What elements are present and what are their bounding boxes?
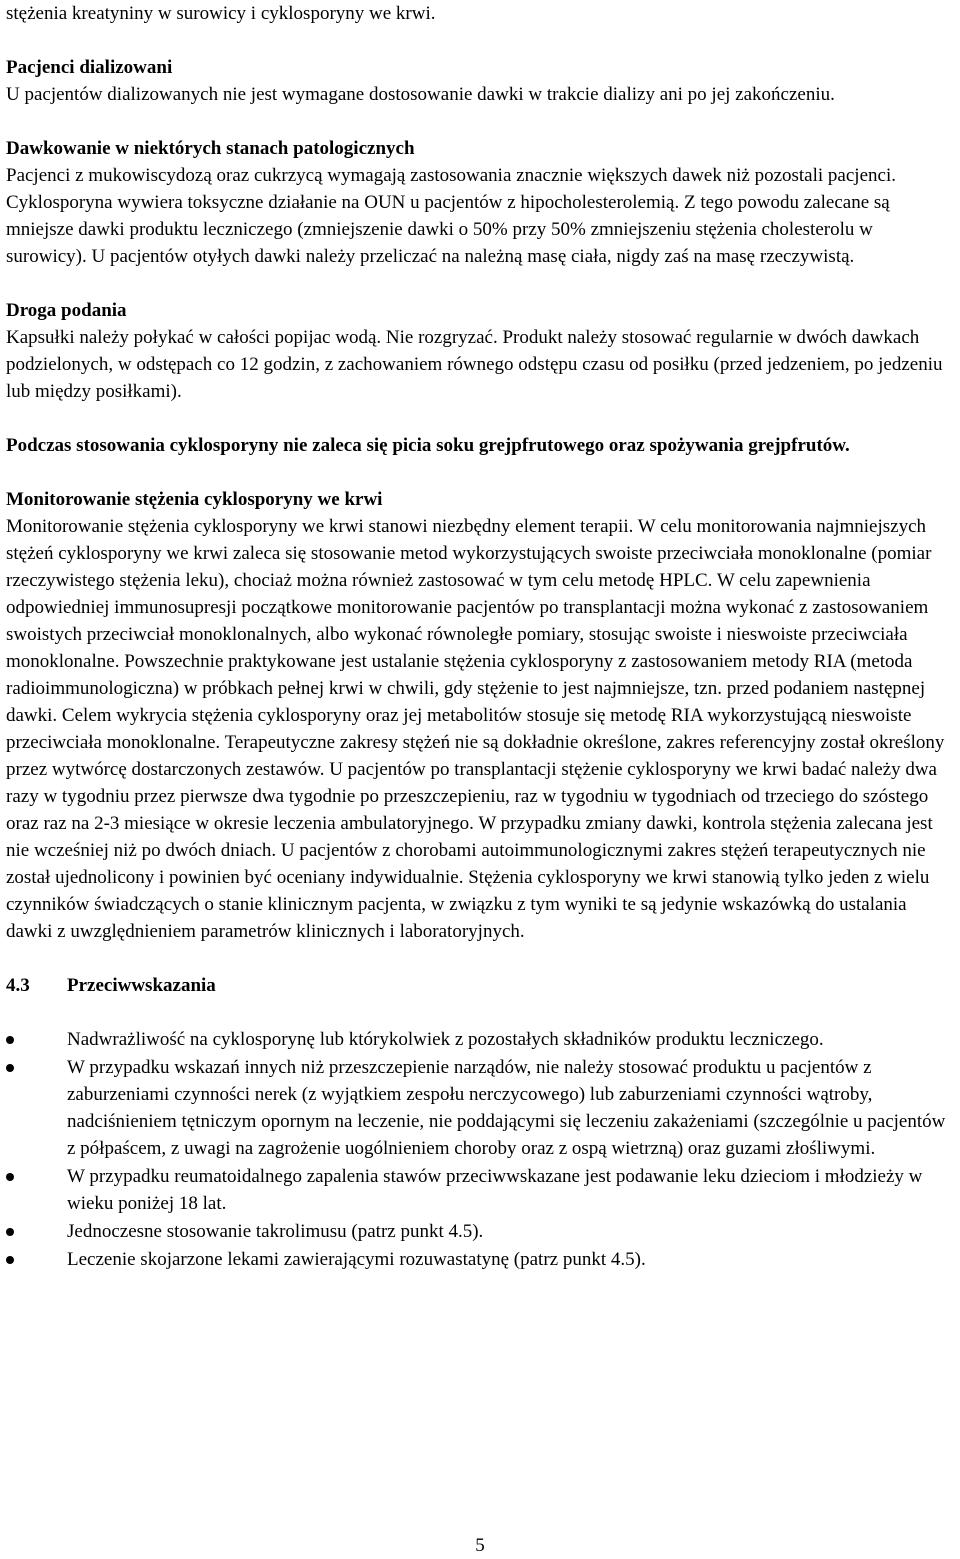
document-page: [6, 0, 954, 1274]
route-heading: Droga podania: [6, 300, 127, 321]
list-item: [6, 1054, 954, 1162]
bullet-icon: [6, 1064, 14, 1072]
route-section: [6, 297, 954, 405]
intro-fragment: stężenia kreatyniny w surowicy i cyklosporyny we krwi.: [6, 3, 436, 24]
dialysis-section: [6, 54, 954, 108]
grapefruit-warning: Podczas stosowania cyklosporyny nie zaleca się picia soku grejpfrutowego oraz spożywania grejpfrutów.: [6, 435, 850, 456]
list-item-text: Jednoczesne stosowanie takrolimusu (patrz punkt 4.5).: [67, 1221, 484, 1242]
page-number: 5: [475, 1535, 485, 1556]
contraindications-list: [6, 1026, 954, 1273]
dialysis-heading: Pacjenci dializowani: [6, 57, 173, 78]
list-item-text: W przypadku wskazań innych niż przeszczepienie narządów, nie należy stosować produktu u pacjentów z zaburzeniami czynności nerek (z wyjątkiem zespołu nerczycowego) lub zaburzeniami czynności wątroby, nadciśnieniem tętniczym opornym na leczenie, nie poddającymi się leczeniu zakażeniami (szczególnie u pacjentów z półpaścem, z uwagi na zagrożenie uogólnieniem choroby oraz z ospą wietrzną) oraz guzami złośliwymi.: [67, 1057, 946, 1159]
pathology-heading: Dawkowanie w niektórych stanach patologicznych: [6, 138, 415, 159]
route-text: Kapsułki należy połykać w całości popijac wodą. Nie rozgryzać. Produkt należy stosować regularnie w dwóch dawkach podzielonych, w odstępach co 12 godzin, z zachowaniem równego odstępu czasu od posiłku (przed jedzeniem, po jedzeniu lub między posiłkami).: [6, 327, 943, 402]
list-item: [6, 1163, 954, 1217]
bullet-icon: [6, 1036, 14, 1044]
dialysis-text: U pacjentów dializowanych nie jest wymagane dostosowanie dawki w trakcie dializy ani po jej zakończeniu.: [6, 84, 835, 105]
pathology-section: [6, 135, 954, 270]
monitoring-text: Monitorowanie stężenia cyklosporyny we krwi stanowi niezbędny element terapii. W celu monitorowania najmniejszych stężeń cyklosporyny we krwi zaleca się stosowanie metod wykorzystujących swoiste przeciwciała monoklonalne (pomiar rzeczywistego stężenia leku), chociaż można również zastosować w tym celu metodę HPLC. W celu zapewnienia odpowiedniej immunosupresji początkowe monitorowanie pacjentów po transplantacji można wykonać z zastosowaniem swoistych przeciwciał monoklonalnych, albo wykonać równoległe pomiary, stosując swoiste i nieswoiste przeciwciała monoklonalne. Powszechnie praktykowane jest ustalanie stężenia cyklosporyny z zastosowaniem metody RIA (metoda radioimmunologiczna) w próbkach pełnej krwi w chwili, gdy stężenie to jest najmniejsze, tzn. przed podaniem następnej dawki. Celem wykrycia stężenia cyklosporyny oraz jej metabolitów stosuje się metodę RIA wykorzystującą nieswoiste przeciwciała monoklonalne. Terapeutyczne zakresy stężeń nie są dokładnie określone, zakres referencyjny został określony przez wytwórcę dostarczonych zestawów. U pacjentów po transplantacji stężenie cyklosporyny we krwi badać należy dwa razy w tygodniu przez pierwsze dwa tygodnie po przeszczepieniu, raz w tygodniu w tygodniach od trzeciego do szóstego oraz raz na 2-3 miesiące w okresie leczenia ambulatoryjnego. W przypadku zmiany dawki, kontrola stężenia zalecana jest nie wcześniej niż po dwóch dniach. U pacjentów z chorobami autoimmunologicznymi zakres stężeń terapeutycznych nie został ujednolicony i powinien być oceniany indywidualnie. Stężenia cyklosporyny we krwi stanowią tylko jeden z wielu czynników świadczących o stanie klinicznym pacjenta, w związku z tym wyniki te są jedynie wskazówką do ustalania dawki z uwzględnieniem parametrów klinicznych i laboratoryjnych.: [6, 516, 945, 942]
pathology-text-1: Pacjenci z mukowiscydozą oraz cukrzycą wymagają zastosowania znacznie większych dawek niż pozostali pacjenci.: [6, 165, 896, 186]
list-item-text: Leczenie skojarzone lekami zawierającymi rozuwastatynę (patrz punkt 4.5).: [67, 1249, 646, 1270]
list-item-text: Nadwrażliwość na cyklosporynę lub którykolwiek z pozostałych składników produktu leczniczego.: [67, 1029, 824, 1050]
pathology-text-2: Cyklosporyna wywiera toksyczne działanie na OUN u pacjentów z hipocholesterolemią. Z tego powodu zalecane są mniejsze dawki produktu leczniczego (zmniejszenie dawki o 50% przy 50% zmniejszeniu stężenia cholesterolu w surowicy). U pacjentów otyłych dawki należy przeliczać na należną masę ciała, nigdy zaś na masę rzeczywistą.: [6, 192, 890, 267]
section-4-3-heading: [6, 972, 954, 999]
section-number: 4.3: [6, 975, 30, 996]
list-item-text: W przypadku reumatoidalnego zapalenia stawów przeciwwskazane jest podawanie leku dzieciom i młodzieży w wieku poniżej 18 lat.: [67, 1166, 923, 1214]
monitoring-heading: Monitorowanie stężenia cyklosporyny we krwi: [6, 489, 383, 510]
bullet-icon: [6, 1256, 14, 1264]
section-title: Przeciwwskazania: [67, 975, 216, 996]
list-item: [6, 1026, 954, 1053]
monitoring-section: [6, 486, 954, 945]
bullet-icon: [6, 1173, 14, 1181]
list-item: [6, 1246, 954, 1273]
list-item: [6, 1218, 954, 1245]
bullet-icon: [6, 1228, 14, 1236]
